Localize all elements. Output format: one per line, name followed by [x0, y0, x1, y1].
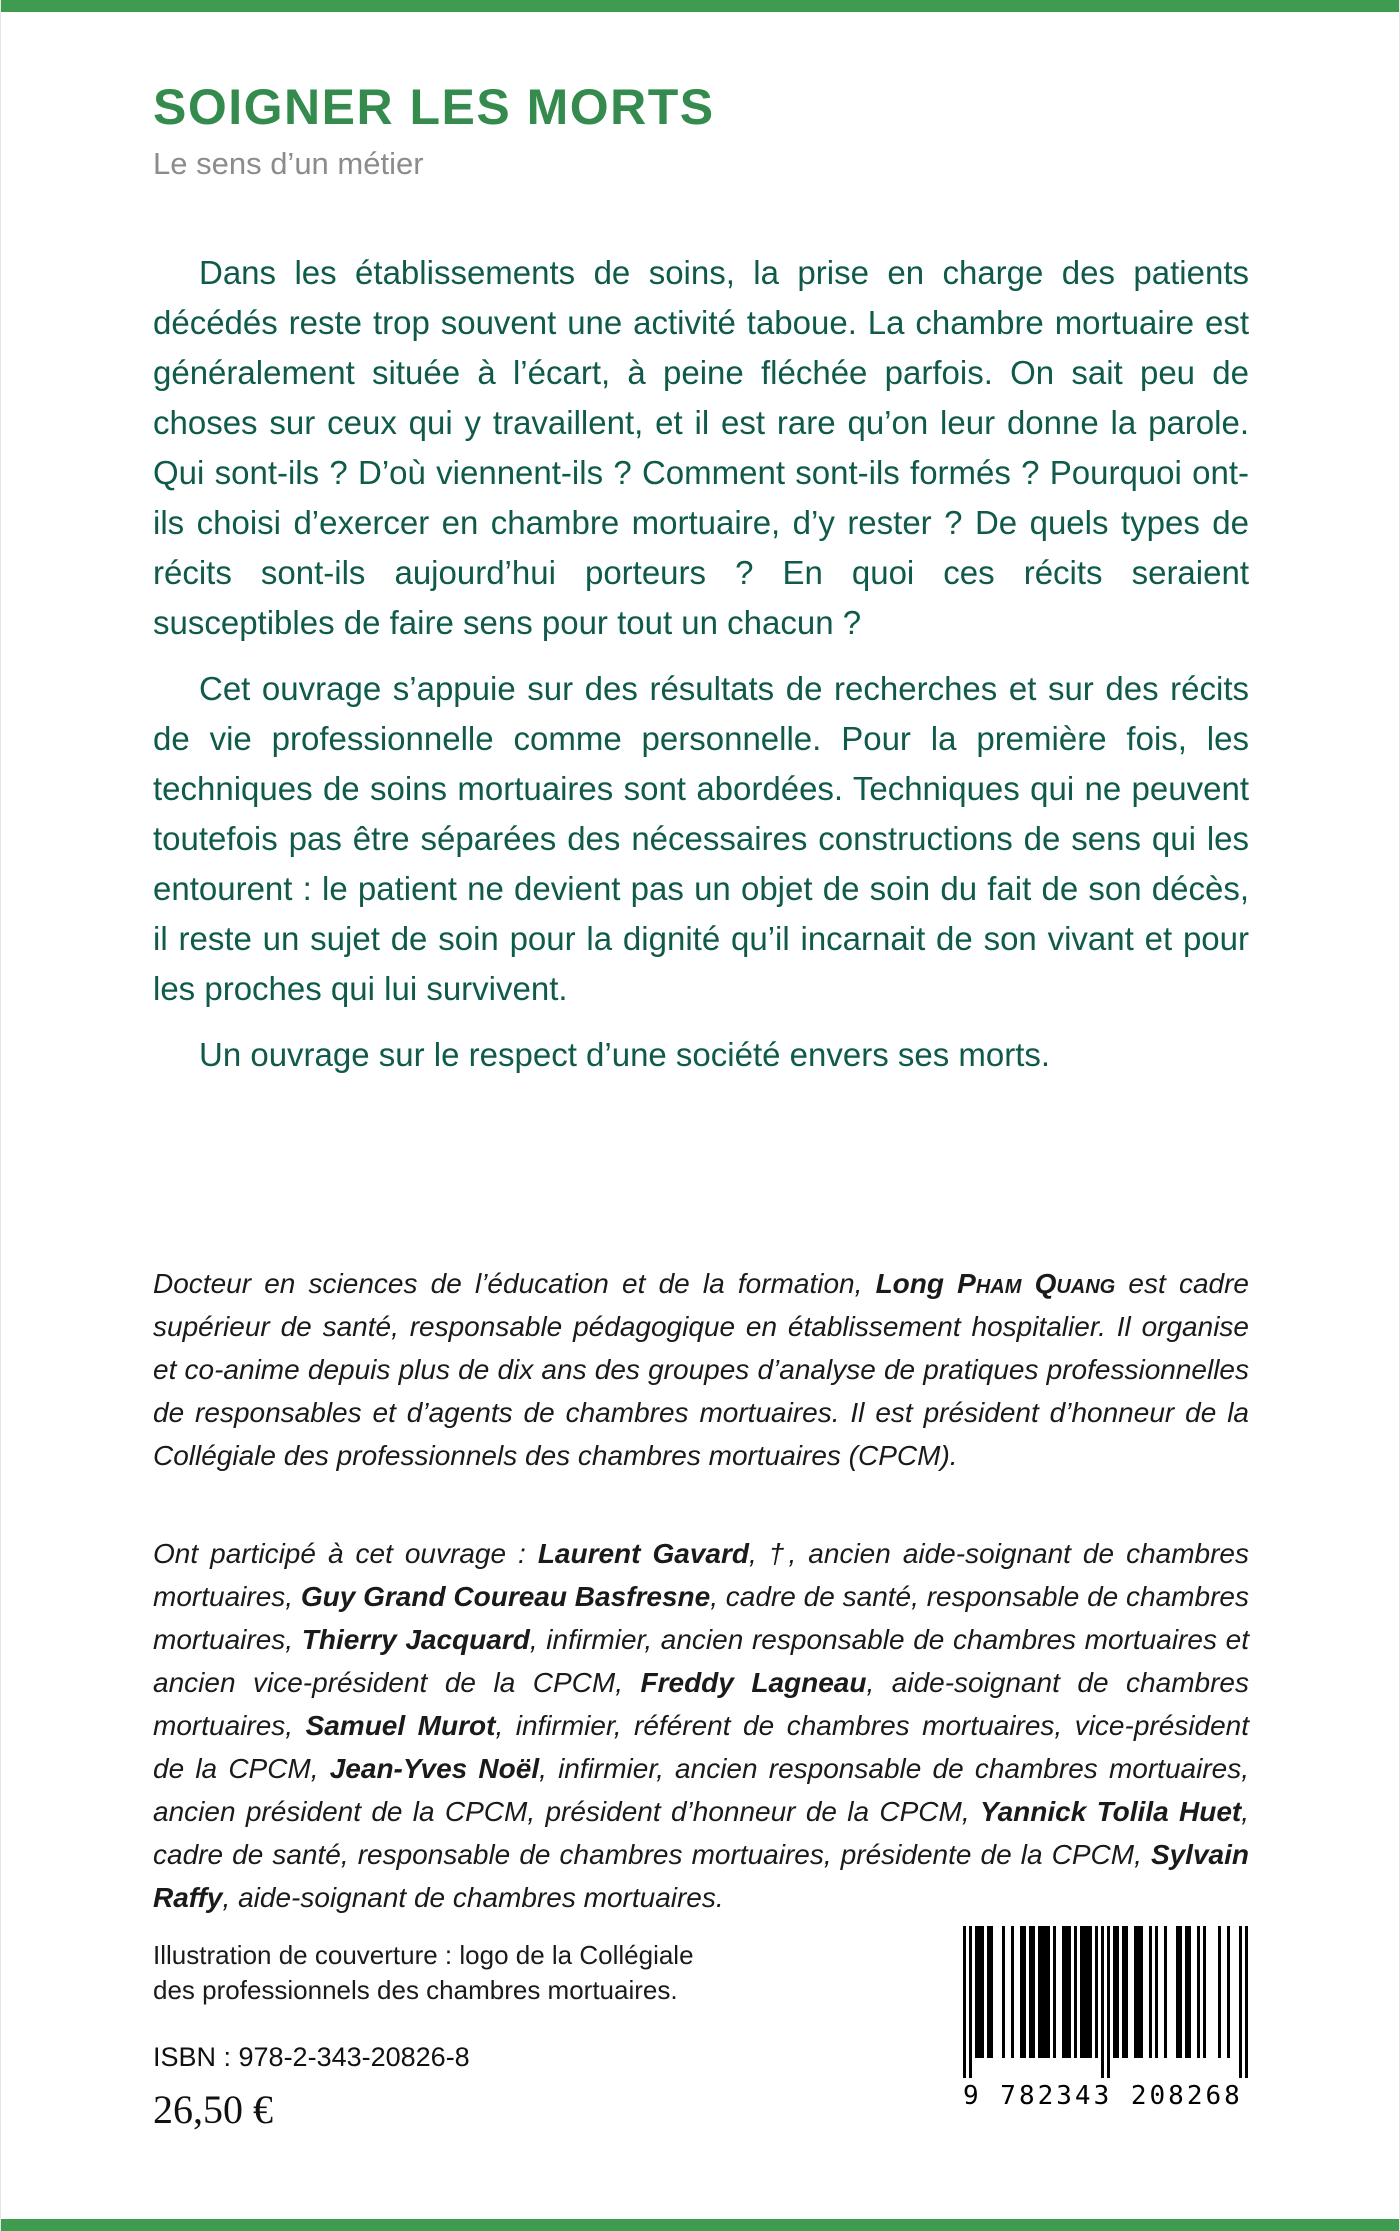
synopsis [153, 248, 1249, 1096]
isbn: ISBN : 978-2-343-20826-8 [153, 2042, 470, 2072]
cover-note-line-1: Illustration de couverture : logo de la Collégiale [153, 1940, 694, 1970]
cover-note-line-2: des professionnels des chambres mortuaires. [153, 1975, 678, 2005]
price: 26,50 € [153, 2087, 273, 2132]
contributors-paragraph: Ont participé à cet ouvrage : Laurent Gavard, †, ancien aide-soignant de chambres mortuaires, Guy Grand Coureau Basfresne, cadre de santé, responsable de chambres mortuaires, Thierry Jacquard, infirmier, ancien responsable de chambres mortuaires et ancien vice-président de la CPCM, Freddy Lagneau, aide-soignant de chambres mortuaires, Samuel Murot, infirmier, référent de chambres mortuaires, vice-président de la CPCM, Jean-Yves Noël, infirmier, ancien responsable de chambres mortuaires, ancien président de la CPCM, président d’honneur de la CPCM, Yannick Tolila Huet, cadre de santé, responsable de chambres mortuaires, présidente de la CPCM, Sylvain Raffy, aide-soignant de chambres mortuaires. [153, 1538, 1250, 1913]
synopsis-paragraph-3: Un ouvrage sur le respect d’une société envers ses morts. [199, 1036, 1051, 1073]
barcode [956, 1926, 1256, 2111]
barcode-bars [963, 1926, 1248, 2078]
top-green-band [1, 0, 1399, 12]
barcode-digits: 9 782343 208268 [963, 2081, 1243, 2111]
bottom-green-band [1, 2219, 1399, 2231]
contributors [153, 1532, 1249, 1919]
header [153, 78, 1253, 182]
author-bio [153, 1262, 1249, 1477]
cover-illustration-note [153, 1938, 694, 2008]
book-title: SOIGNER LES MORTS [153, 79, 715, 135]
author-bio-paragraph: Docteur en sciences de l’éducation et de la formation, Long Pham Quang est cadre supérieur de santé, responsable pédagogique en établissement hospitalier. Il organise et co-anime depuis plus de dix ans des groupes d’analyse de pratiques professionnelles de responsables et d’agents de chambres mortuaires. Il est président d’honneur de la Collégiale des professionnels des chambres mortuaires (CPCM). [153, 1268, 1250, 1471]
synopsis-paragraph-2: Cet ouvrage s’appuie sur des résultats de recherches et sur des récits de vie professionnelle comme personnelle. Pour la première fois, les techniques de soins mortuaires sont abordées. Techniques qui ne peuvent toutefois pas être séparées des nécessaires constructions de sens qui les entourent : le patient ne devient pas un objet de soin du fait de son décès, il reste un sujet de soin pour la dignité qu’il incarnait de son vivant et pour les proches qui lui survivent. [153, 670, 1249, 1007]
book-subtitle: Le sens d’un métier [153, 146, 424, 181]
synopsis-paragraph-1: Dans les établissements de soins, la prise en charge des patients décédés reste trop souvent une activité taboue. La chambre mortuaire est généralement située à l’écart, à peine fléchée parfois. On sait peu de choses sur ceux qui y travaillent, et il est rare qu’on leur donne la parole. Qui sont-ils ? D’où viennent-ils ? Comment sont-ils formés ? Pourquoi ont-ils choisi d’exercer en chambre mortuaire, d’y rester ? De quels types de récits sont-ils aujourd’hui porteurs ? En quoi ces récits seraient susceptibles de faire sens pour tout un chacun ? [153, 254, 1249, 641]
